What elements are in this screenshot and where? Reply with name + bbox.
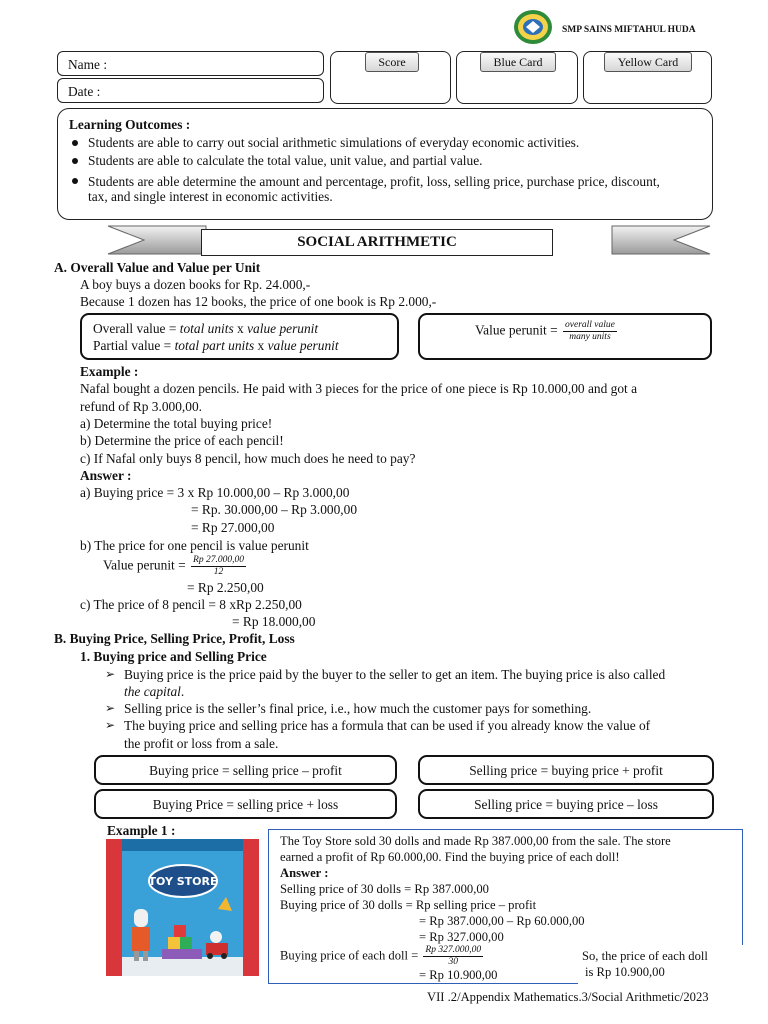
example1-line: = Rp 327.000,00	[419, 930, 504, 944]
answer-a: = Rp 27.000,00	[191, 520, 275, 535]
example1-line: Buying price of 30 dolls = Rp selling price – profit	[280, 898, 537, 912]
section-a-heading: A. Overall Value and Value per Unit	[54, 260, 261, 275]
bullet-text: the profit or loss from a sale.	[124, 736, 279, 751]
arrow-bullet-icon: ➢	[105, 718, 116, 732]
bullet-text: Buying price is the price paid by the buyer to the seller to get an item. The buying price is also called	[124, 667, 666, 682]
formula-box: Selling price = buying price + profit	[418, 755, 714, 785]
date-label: Date :	[68, 84, 101, 99]
answer-a: = Rp. 30.000,00 – Rp 3.000,00	[191, 502, 358, 517]
conclusion-text: is Rp 10.900,00	[585, 965, 665, 979]
answer-c: c) The price of 8 pencil = 8 xRp 2.250,00	[80, 597, 302, 612]
formula-box: Buying price = selling price – profit	[94, 755, 397, 785]
name-label: Name :	[68, 57, 108, 72]
bullet-text: the capital.	[124, 684, 185, 699]
school-name: SMP SAINS MIFTAHUL HUDA	[562, 25, 696, 35]
banner-title-box	[201, 229, 553, 256]
section-b-heading: B. Buying Price, Selling Price, Profit, Loss	[54, 631, 295, 646]
section-b-subheading: 1. Buying price and Selling Price	[80, 649, 267, 664]
answer-b: b) The price for one pencil is value perunit	[80, 538, 309, 553]
value-perunit-formula: Value perunit = $\frac{\text{overall value}}{\text{many units}}$	[475, 320, 615, 342]
example1-line: = Rp 10.900,00	[419, 968, 498, 982]
example1-text: earned a profit of Rp 60.000,00. Find the buying price of each doll!	[280, 850, 620, 864]
answer-a: a) Buying price = 3 x Rp 10.000,00 – Rp 3.000,00	[80, 485, 350, 500]
partial-value-formula: Partial value = total part units x value perunit	[93, 338, 339, 353]
example1-answer-label: Answer :	[280, 866, 329, 880]
date-field[interactable]	[57, 78, 324, 103]
overall-value-formula: Overall value = total units x value perunit	[93, 321, 319, 336]
bullet-text: Selling price is the seller’s final price, i.e., how much the customer pays for something.	[124, 701, 592, 716]
bullet-icon	[72, 178, 78, 184]
learning-item-continued: tax, and single interest in economic activities.	[88, 189, 333, 204]
question-item: b) Determine the price of each pencil!	[80, 433, 284, 448]
section-a-line: Because 1 dozen has 12 books, the price of one book is Rp 2.000,-	[80, 294, 437, 309]
example1-line: = Rp 387.000,00 – Rp 60.000,00	[419, 914, 585, 928]
school-logo	[513, 9, 553, 45]
question-item: a) Determine the total buying price!	[80, 416, 273, 431]
learning-item: Students are able determine the amount and percentage, profit, loss, selling price, purchase price, discount,	[88, 174, 660, 189]
name-field[interactable]	[57, 51, 324, 76]
learning-item: Students are able to carry out social arithmetic simulations of everyday economic activities.	[88, 135, 580, 150]
question-item: c) If Nafal only buys 8 pencil, how much does he need to pay?	[80, 451, 416, 466]
example1-label: Example 1 :	[107, 823, 176, 838]
example1-fraction-line: Buying price of each doll = $\frac{Rp 327.000,00}{30}$	[280, 945, 482, 967]
example-text: refund of Rp 3.000,00.	[80, 399, 202, 414]
bullet-icon	[72, 140, 78, 146]
arrow-bullet-icon: ➢	[105, 667, 116, 681]
example-text: Nafal bought a dozen pencils. He paid with 3 pieces for the price of one piece is Rp 10.000,00 and got a	[80, 381, 638, 396]
section-a-line: A boy buys a dozen books for Rp. 24.000,-	[80, 277, 311, 292]
toy-store-sign: TOY STORE	[148, 875, 218, 888]
example-label: Example :	[80, 364, 139, 379]
conclusion-text: So, the price of each doll	[582, 949, 708, 963]
answer-b: = Rp 2.250,00	[187, 580, 264, 595]
example1-text: The Toy Store sold 30 dolls and made Rp 387.000,00 from the sale. The store	[280, 834, 671, 848]
toy-store-illustration	[106, 839, 259, 976]
answer-b-formula: Value perunit = $\frac{Rp 27.000,00}{12}$	[103, 555, 244, 577]
page-footer: VII .2/Appendix Mathematics.3/Social Arithmetic/2023	[427, 990, 709, 1004]
formula-box: Buying Price = selling price + loss	[94, 789, 397, 819]
bullet-text: The buying price and selling price has a formula that can be used if you already know the value of	[124, 718, 651, 733]
formula-box: Selling price = buying price – loss	[418, 789, 714, 819]
score-button[interactable]: Score	[365, 52, 419, 72]
answer-c: = Rp 18.000,00	[232, 614, 316, 629]
example1-line: Selling price of 30 dolls = Rp 387.000,00	[280, 882, 489, 896]
learning-item: Students are able to calculate the total value, unit value, and partial value.	[88, 153, 483, 168]
arrow-bullet-icon: ➢	[105, 701, 116, 715]
answer-label: Answer :	[80, 468, 132, 483]
banner-title: SOCIAL ARITHMETIC	[297, 234, 457, 250]
yellow-card-button[interactable]: Yellow Card	[604, 52, 692, 72]
blue-card-button[interactable]: Blue Card	[480, 52, 556, 72]
learning-outcomes-title: Learning Outcomes :	[69, 117, 191, 132]
bullet-icon	[72, 158, 78, 164]
